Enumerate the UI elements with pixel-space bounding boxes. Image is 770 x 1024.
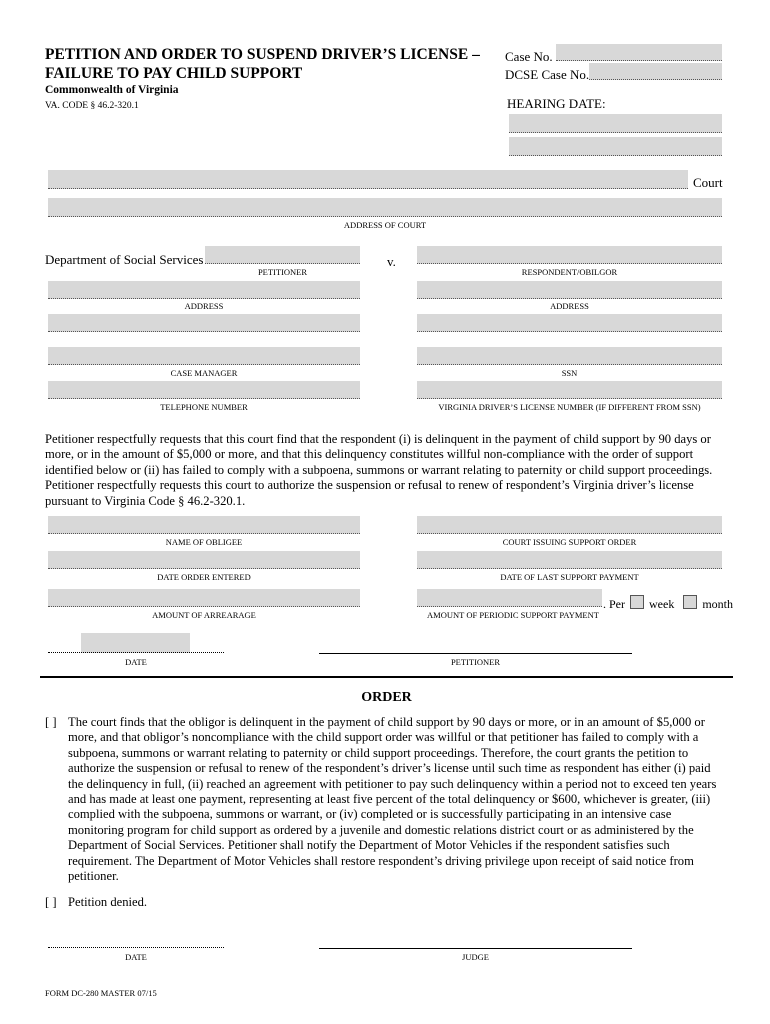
telephone-caption: TELEPHONE NUMBER <box>160 402 248 412</box>
hearing-date-label: HEARING DATE: <box>507 96 606 111</box>
case-no-label: Case No. <box>505 49 553 64</box>
obligee-name-field[interactable] <box>48 516 360 534</box>
form-id: FORM DC-280 MASTER 07/15 <box>45 988 157 998</box>
versus-label: v. <box>387 254 396 269</box>
petitioner-address-field[interactable] <box>48 281 360 299</box>
order-title: ORDER <box>361 690 412 705</box>
petitioner-address-caption: ADDRESS <box>184 301 224 311</box>
per-label: . Per <box>603 597 625 611</box>
obligee-caption: NAME OF OBLIGEE <box>165 537 243 547</box>
case-no-field[interactable] <box>556 44 722 61</box>
issuing-court-caption: COURT ISSUING SUPPORT ORDER <box>502 537 637 547</box>
petitioner-signature-line <box>319 653 632 654</box>
issuing-court-field[interactable] <box>417 516 722 534</box>
periodic-payment-caption: AMOUNT OF PERIODIC SUPPORT PAYMENT <box>427 610 599 620</box>
ssn-field[interactable] <box>417 347 722 365</box>
license-number-field[interactable] <box>417 381 722 399</box>
dcse-case-no-label: DCSE Case No. <box>505 67 590 82</box>
petition-date-caption: DATE <box>125 657 147 667</box>
petitioner-signature-caption: PETITIONER <box>450 657 501 667</box>
judge-signature-caption: JUDGE <box>462 952 489 962</box>
petitioner-caption: PETITIONER <box>257 267 308 277</box>
arrearage-amount-field[interactable] <box>48 589 360 607</box>
telephone-field[interactable] <box>48 381 360 399</box>
order-deny-checkbox[interactable]: [ ] <box>45 895 57 909</box>
order-grant-checkbox[interactable]: [ ] <box>45 715 57 729</box>
respondent-address-field-1[interactable] <box>417 281 722 299</box>
court-name-field[interactable] <box>48 170 688 189</box>
form-title-line1: PETITION AND ORDER TO SUSPEND DRIVER’S LICENSE – <box>45 46 480 63</box>
petitioner-name: Department of Social Services <box>45 252 204 267</box>
petition-date-field[interactable] <box>81 633 190 653</box>
respondent-name-field[interactable] <box>417 246 722 264</box>
license-number-caption: VIRGINIA DRIVER’S LICENSE NUMBER (IF DIFFERENT FROM SSN) <box>438 402 701 412</box>
respondent-address-caption: ADDRESS <box>550 301 589 311</box>
hearing-date-field-2[interactable] <box>509 137 722 156</box>
petition-request-text: Petitioner respectfully requests that this court find that the respondent (i) is delinquent in the payment of child support by 90 days or more, or in the amount of $5,000 or more, and that this delinquency constitutes willful non-compliance with the order of support identified below or (ii) has failed to comply with a subpoena, summons or warrant relating to paternity or child support proceedings. Petitioner respectfully requests this court to authorize the suspension or refusal to renew of respondent’s Virginia driver’s license pursuant to Virginia Code § 46.2-320.1. <box>45 432 713 508</box>
last-payment-date-field[interactable] <box>417 551 722 569</box>
section-divider <box>40 676 733 678</box>
month-checkbox[interactable] <box>683 595 697 609</box>
periodic-payment-field[interactable] <box>417 589 602 607</box>
last-payment-caption: DATE OF LAST SUPPORT PAYMENT <box>500 572 639 582</box>
petitioner-address-field-2[interactable] <box>48 314 360 332</box>
petition-date-line <box>48 652 224 653</box>
case-manager-field[interactable] <box>48 347 360 365</box>
jurisdiction: Commonwealth of Virginia <box>45 84 179 96</box>
payment-frequency-group <box>603 595 733 612</box>
judge-signature-line <box>319 948 632 949</box>
order-date-caption: DATE <box>125 952 147 962</box>
court-label: Court <box>693 175 723 190</box>
order-date-line <box>48 947 224 948</box>
ssn-caption: SSN <box>561 368 578 378</box>
court-address-field[interactable] <box>48 198 722 217</box>
petition-denied-text: Petition denied. <box>68 895 148 909</box>
address-of-court-caption: ADDRESS OF COURT <box>343 220 427 230</box>
date-order-entered-caption: DATE ORDER ENTERED <box>157 572 251 582</box>
arrearage-caption: AMOUNT OF ARREARAGE <box>152 610 256 620</box>
order-grant-text: The court finds that the obligor is delinquent in the payment of child support by 90 days or more, or in an amount of $5,000 or more, and that obligor’s noncompliance with the child support order was willful or that petitioner has failed to comply with a subpoena, summons or warrant relating to paternity or child support proceedings. Therefore, the court grants the petition to authorize the suspension or refusal to renew of the respondent’s driver’s license until such time as respondent has either (i) paid the delinquency in full, (ii) reached an agreement with petitioner to pay such delinquency within a period not to exceed ten years and has made at least one payment, representing at least five percent of the total delinquency or $600, whichever is greater, (iii) complied with the subpoena, summons or warrant, or (iv) completed or is successfully participating in an intensive case monitoring program for child support as ordered by a juvenile and domestic relations district court or as administered by the Department of Social Services. Petitioner shall notify the Department of Motor Vehicles if the respondent satisfies such requirement. The Department of Motor Vehicles shall restore respondent’s driving privilege upon receipt of said notice from petitioner. <box>68 715 717 884</box>
dcse-case-no-field[interactable] <box>589 63 722 80</box>
week-label: week <box>649 597 675 611</box>
form-title-line2: FAILURE TO PAY CHILD SUPPORT <box>45 65 303 82</box>
month-label: month <box>702 597 733 611</box>
code-reference: VA. CODE § 46.2-320.1 <box>45 101 139 111</box>
hearing-date-field-1[interactable] <box>509 114 722 133</box>
respondent-caption: RESPONDENT/OBILGOR <box>521 267 618 277</box>
petitioner-extra-field[interactable] <box>205 246 360 264</box>
date-order-entered-field[interactable] <box>48 551 360 569</box>
case-manager-caption: CASE MANAGER <box>170 368 238 378</box>
week-checkbox[interactable] <box>630 595 644 609</box>
respondent-address-field-2[interactable] <box>417 314 722 332</box>
